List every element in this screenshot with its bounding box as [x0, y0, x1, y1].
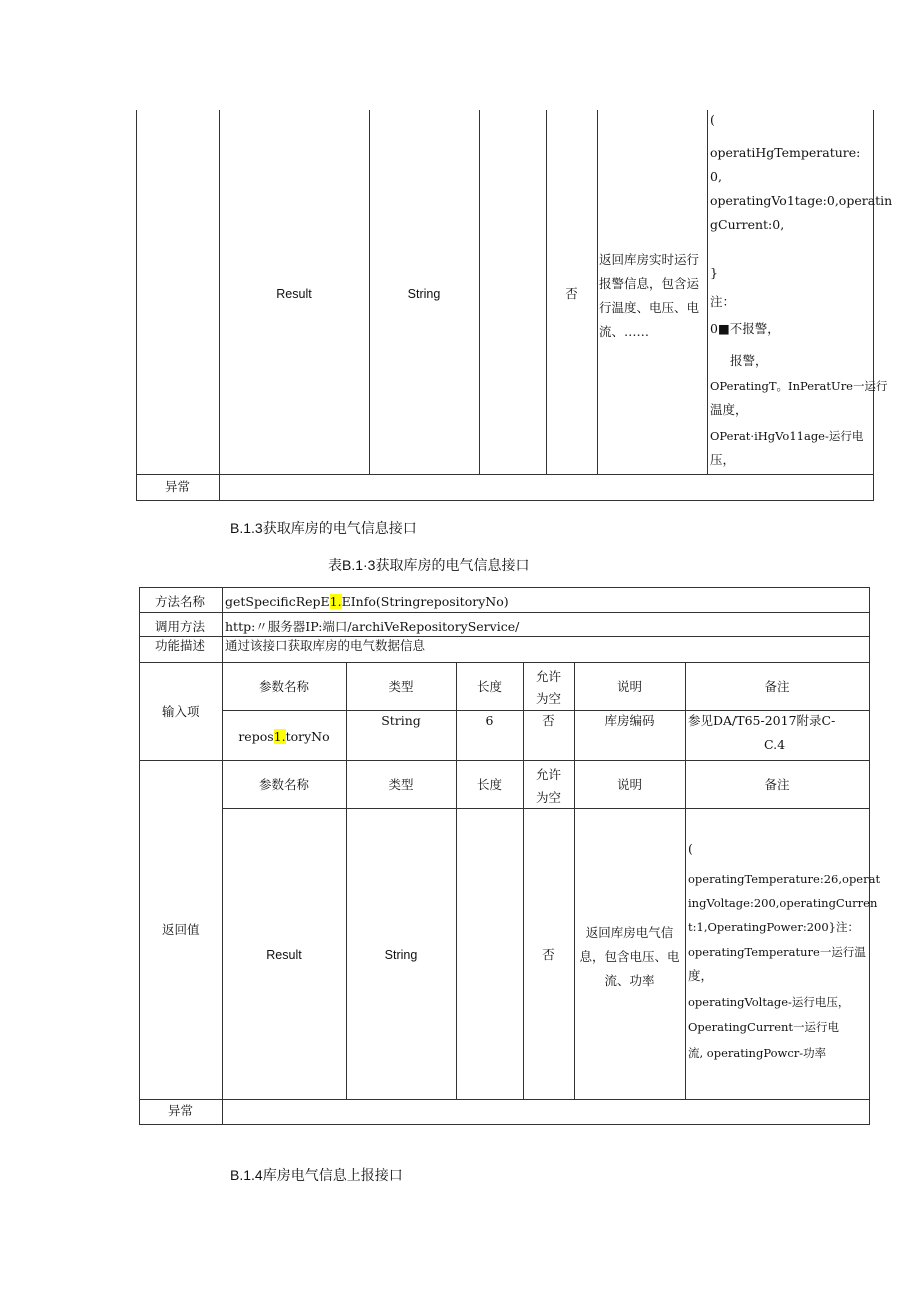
section-heading-b14: B.1.4库房电气信息上报接口: [230, 1167, 403, 1183]
call-method-label: 调用方法: [155, 619, 206, 634]
section-heading-b13: B.1.3获取库房的电气信息接口: [230, 520, 417, 536]
table-caption: 表B.1·3获取库房的电气信息接口: [328, 557, 530, 573]
return-param-type: String: [384, 948, 418, 962]
top-result-name: Result: [276, 287, 312, 301]
input-param-remark-2: C.4: [764, 737, 786, 752]
return-param-allow-null: 否: [542, 947, 555, 962]
input-param-type: String: [381, 713, 421, 728]
function-desc-label: 功能描述: [155, 638, 206, 653]
function-desc-value: 通过该接口获取库房的电气数据信息: [225, 638, 426, 653]
call-method-value: http:〃服务器IP:端口/archiVeRepositoryService/: [225, 619, 520, 634]
input-section-label: 输入项: [162, 704, 200, 719]
return-param-name: Result: [266, 948, 302, 962]
top-allow-null: 否: [565, 286, 578, 301]
input-param-allow-null: 否: [542, 713, 555, 728]
highlight-mark: 1.: [329, 594, 342, 609]
method-name-value: getSpecificRepE1.EInfo(StringrepositoryNo): [225, 594, 509, 609]
top-exception-label: 异常: [165, 479, 191, 494]
method-name-label: 方法名称: [155, 594, 206, 609]
input-param-desc: 库房编码: [604, 713, 655, 728]
exception-label: 异常: [168, 1103, 194, 1118]
highlight-mark: 1.: [273, 729, 286, 744]
return-section-label: 返回值: [162, 922, 200, 937]
input-param-name: repos1.toryNo: [238, 729, 330, 744]
input-param-length: 6: [485, 713, 494, 728]
top-result-type: String: [407, 287, 441, 301]
input-param-remark-1: 参见DA/T65-2017附录C-: [688, 713, 836, 728]
